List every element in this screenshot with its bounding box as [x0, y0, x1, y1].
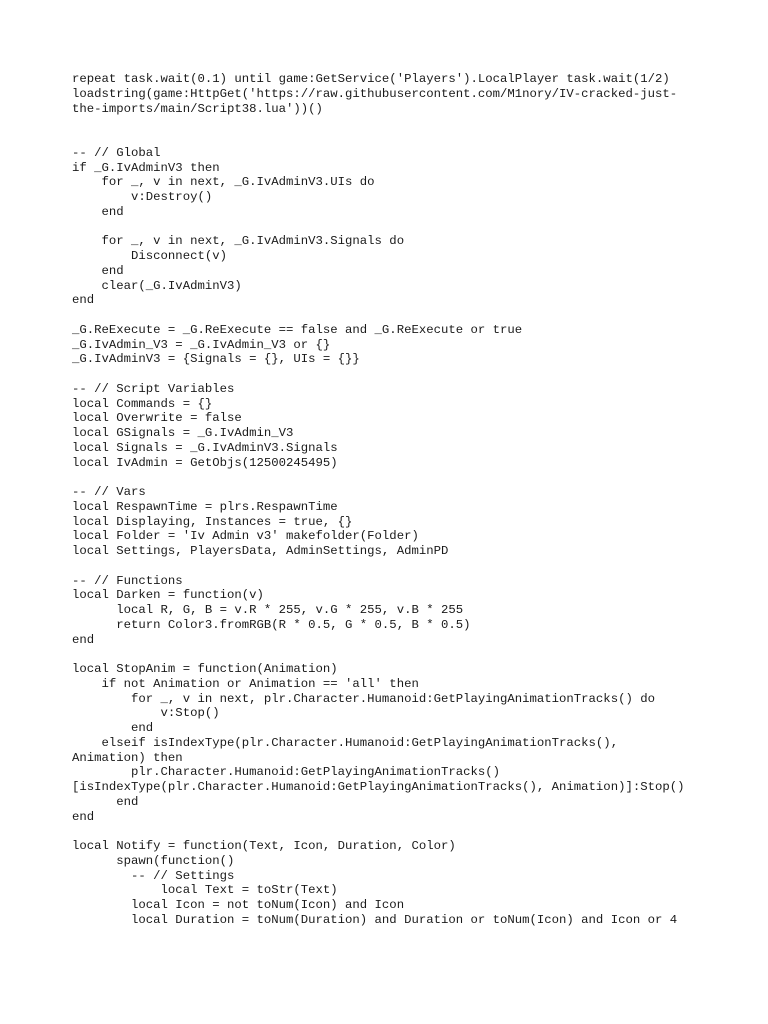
code-line: _G.IvAdmin_V3 = _G.IvAdmin_V3 or {}	[72, 337, 331, 352]
code-line: local StopAnim = function(Animation)	[72, 662, 338, 676]
code-line: v:Stop()	[72, 706, 220, 721]
code-line: -- // Settings	[72, 868, 235, 883]
code-line: loadstring(game:HttpGet('https://raw.githubusercontent.com/M1nory/IV-cracked-just-	[72, 86, 678, 101]
code-line	[72, 131, 722, 146]
code-line: if not Animation or Animation == 'all' then	[72, 676, 419, 691]
code-line: end	[72, 293, 95, 308]
code-block	[72, 72, 722, 928]
code-line: return Color3.fromRGB(R * 0.5, G * 0.5, B * 0.5)	[72, 617, 471, 632]
code-line: Animation) then	[72, 750, 183, 765]
code-line: local GSignals = _G.IvAdmin_V3	[72, 426, 294, 440]
code-line	[72, 470, 722, 485]
code-line: end	[72, 263, 124, 278]
code-line: end	[72, 794, 139, 809]
code-line: local Icon = not toNum(Icon) and Icon	[72, 898, 405, 912]
code-line: if _G.IvAdminV3 then	[72, 160, 220, 175]
code-line: local Settings, PlayersData, AdminSettings, AdminPD	[72, 544, 449, 558]
code-line: -- // Script Variables	[72, 381, 235, 396]
code-line: for _, v in next, _G.IvAdminV3.UIs do	[72, 175, 375, 190]
code-line: elseif isIndexType(plr.Character.Humanoid:GetPlayingAnimationTracks(),	[72, 735, 619, 750]
code-line	[72, 308, 722, 323]
code-line: spawn(function()	[72, 853, 235, 868]
code-line: for _, v in next, plr.Character.Humanoid:GetPlayingAnimationTracks() do	[72, 691, 655, 706]
code-line: plr.Character.Humanoid:GetPlayingAnimationTracks()	[72, 765, 501, 780]
code-line	[72, 647, 722, 662]
code-line: local Notify = function(Text, Icon, Duration, Color)	[72, 839, 456, 853]
code-line: local Folder = 'Iv Admin v3' makefolder(Folder)	[72, 529, 419, 544]
code-line: local Darken = function(v)	[72, 588, 264, 603]
code-line: clear(_G.IvAdminV3)	[72, 278, 242, 293]
code-line: local Text = toStr(Text)	[72, 883, 338, 898]
code-line: for _, v in next, _G.IvAdminV3.Signals do	[72, 234, 405, 249]
code-line	[72, 116, 722, 131]
code-line: local R, G, B = v.R * 255, v.G * 255, v.B * 255	[72, 603, 464, 617]
code-line: local Duration = toNum(Duration) and Duration or toNum(Icon) and Icon or 4	[72, 912, 678, 927]
code-line: -- // Vars	[72, 485, 146, 499]
code-line: [isIndexType(plr.Character.Humanoid:GetPlayingAnimationTracks(), Animation)]:Stop()	[72, 780, 685, 794]
code-line: local Overwrite = false	[72, 411, 242, 426]
code-line: the-imports/main/Script38.lua'))()	[72, 101, 323, 116]
code-line: -- // Global	[72, 145, 161, 160]
code-line: end	[72, 721, 154, 735]
code-line: end	[72, 809, 95, 824]
code-line	[72, 824, 722, 839]
code-line: v:Destroy()	[72, 190, 213, 204]
code-line: Disconnect(v)	[72, 249, 227, 263]
code-line: local Displaying, Instances = true, {}	[72, 514, 353, 529]
code-line	[72, 367, 722, 382]
code-line: local Commands = {}	[72, 396, 213, 411]
code-line	[72, 220, 722, 235]
code-line: _G.ReExecute = _G.ReExecute == false and _G.ReExecute or true	[72, 322, 523, 337]
code-line: local Signals = _G.IvAdminV3.Signals	[72, 440, 338, 455]
code-line: _G.IvAdminV3 = {Signals = {}, UIs = {}}	[72, 352, 360, 367]
code-line: local IvAdmin = GetObjs(12500245495)	[72, 455, 338, 470]
code-line	[72, 559, 722, 574]
code-line: local RespawnTime = plrs.RespawnTime	[72, 499, 338, 514]
code-line: -- // Functions	[72, 573, 183, 588]
code-line: end	[72, 204, 124, 219]
code-line: end	[72, 632, 95, 647]
code-line: repeat task.wait(0.1) until game:GetService('Players').LocalPlayer task.wait(1/2)	[72, 72, 670, 86]
